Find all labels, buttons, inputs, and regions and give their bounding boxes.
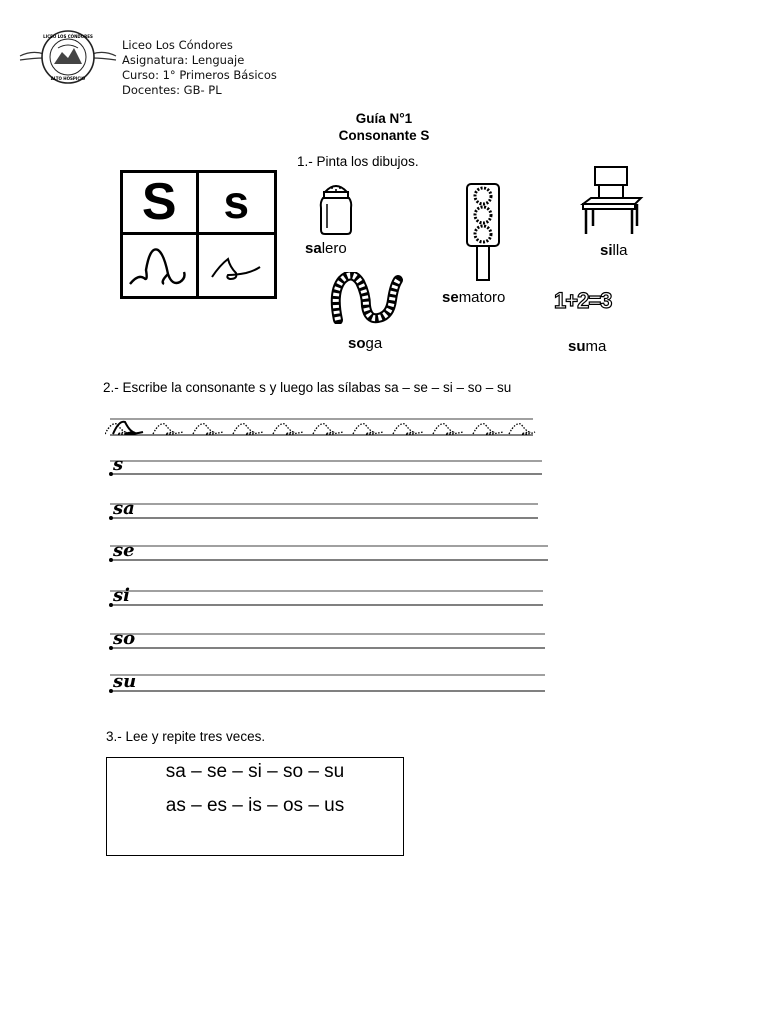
practice-row-si: si: [113, 585, 130, 606]
rope-icon: [330, 272, 404, 324]
guide-subtitle: Consonante S: [338, 128, 430, 143]
upper-print-s: S: [123, 173, 199, 235]
practice-row-so: so: [113, 628, 136, 649]
word-salero-syllable: sa: [305, 240, 322, 257]
cursive-lower-s-icon: [206, 245, 266, 285]
teachers: Docentes: GB- PL: [122, 83, 222, 97]
word-semaforo-rest: matoro: [458, 289, 506, 306]
word-soga: [348, 335, 382, 352]
word-salero-rest: lero: [321, 240, 347, 257]
read-box: [106, 757, 404, 856]
lower-cursive-s: [199, 235, 275, 297]
word-soga-syllable: so: [348, 335, 366, 352]
word-semaforo-syllable: se: [442, 289, 459, 306]
writing-practice-sheet: [105, 410, 550, 700]
course: Curso: 1° Primeros Básicos: [122, 68, 277, 82]
school-name: Liceo Los Cóndores: [122, 38, 233, 52]
practice-row-se: se: [113, 540, 135, 561]
word-silla-rest: lla: [612, 242, 628, 259]
header-info: [122, 38, 277, 98]
section2-instruction: 2.- Escribe la consonante s y luego las sílabas sa – se – si – so – su: [103, 380, 512, 395]
school-logo: [18, 28, 118, 86]
practice-row-s: s: [113, 454, 124, 475]
word-silla-syllable: si: [600, 242, 613, 259]
word-suma-syllable: su: [568, 338, 586, 355]
word-suma-rest: ma: [585, 338, 607, 355]
guide-title: Guía N°1: [355, 111, 413, 126]
lower-print-s: s: [199, 173, 275, 235]
salt-shaker-icon: [318, 180, 354, 236]
logo-text-top: LICEO LOS CÓNDORES: [43, 34, 93, 39]
read-line-2: as – es – is – os – us: [165, 795, 345, 816]
word-salero: [305, 240, 347, 257]
word-suma: [568, 338, 606, 355]
logo-text-bottom: ALTO HOSPICIO: [50, 76, 86, 81]
read-line-1: sa – se – si – so – su: [165, 761, 345, 782]
math-sum-text: 1+2=3: [554, 288, 612, 313]
section1-instruction: 1.- Pinta los dibujos.: [297, 154, 419, 169]
practice-row-sa: sa: [113, 498, 135, 519]
traffic-light-icon: [462, 182, 504, 282]
word-soga-rest: ga: [365, 335, 383, 352]
upper-cursive-s: [123, 235, 199, 297]
letter-grid: [120, 170, 277, 299]
practice-row-su: su: [113, 671, 137, 692]
word-semaforo: [442, 289, 505, 306]
cursive-upper-s-icon: [124, 240, 194, 290]
chair-icon: [579, 164, 645, 236]
word-silla: [600, 242, 628, 259]
section3-instruction: 3.- Lee y repite tres veces.: [106, 729, 266, 744]
subject: Asignatura: Lenguaje: [122, 53, 245, 67]
